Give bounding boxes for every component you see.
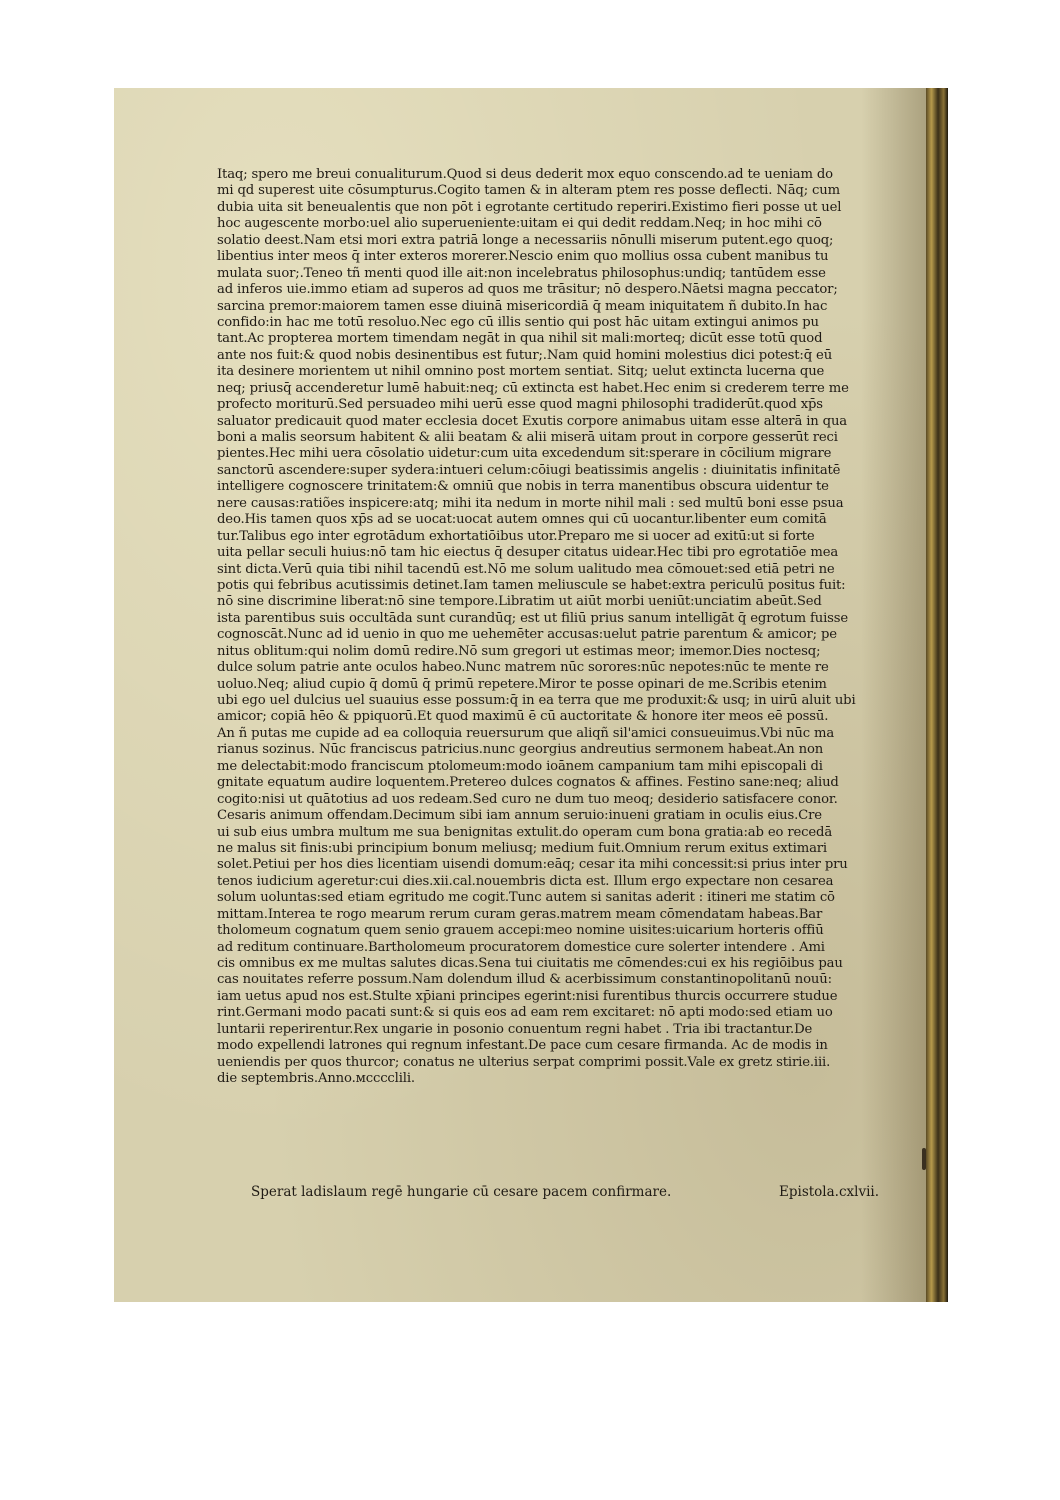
text-line: ista parentibus suis occultāda sunt curandūq; est ut filiū prius sanum intelligāt q̄ egrotum fuisse — [217, 610, 849, 626]
text-line: Cesaris animum offendam.Decimum sibi iam annum seruio:inueni gratiam in oculis eius.Cre — [217, 808, 822, 824]
letter-body — [217, 167, 893, 1088]
text-line: ubi ego uel dulcius uel suauius esse possum:q̄ in ea terra que me produxit:& usq; in uirū aluit ubi — [217, 693, 856, 708]
page-edge-mark — [922, 1148, 926, 1170]
text-line: hoc augescente morbo:uel alio superueniente:uitam ei qui dedit reddam.Neq; in hoc mihi cō — [217, 216, 822, 232]
text-line: ui sub eius umbra multum me sua benignitas extulit.do operam cum bona gratia:ab eo recedā — [217, 824, 833, 840]
text-line: nere causas:ratiões inspicere:atq; mihi ita nedum in morte nihil mali : sed multū boni esse psua — [217, 495, 844, 511]
text-line: ad reditum continuare.Bartholomeum procuratorem domestice cure solerter intendere . Ami — [217, 939, 825, 955]
text-line: sint dicta.Verū quia tibi nihil tacendū est.Nō me solum ualitudo mea cōmouet:sed etiā petri ne — [217, 561, 835, 577]
text-line: uoluo.Neq; aliud cupio q̄ domū q̄ primū repetere.Miror te posse opinari de me.Scribis etenim — [217, 676, 827, 692]
text-line: cognoscāt.Nunc ad id uenio in quo me uehemēter accusas:uelut patrie parentum & amicor; pe — [217, 627, 837, 643]
text-line: iam uetus apud nos est.Stulte xp̄iani principes egerint:nisi furentibus thurcis occurrere studue — [217, 988, 838, 1004]
text-line: intelligere cognoscere trinitatem:& omniū que nobis in terra manentibus obscura uidentur te — [217, 479, 829, 495]
text-line: boni a malis seorsum habitent & alii beatam & alii miserā uitam prout in corpore gesserūt reci — [217, 430, 838, 445]
text-line: rianus sozinus. Nūc franciscus patricius.nunc georgius andreutius sermonem habeat.An non — [217, 742, 824, 758]
text-line: ante nos fuit:& quod nobis desinentibus est futur;.Nam quid homini molestius dici potest:q̄ eū — [217, 347, 833, 363]
text-line: modo expellendi latrones qui regnum infestant.De pace cum cesare firmanda. Ac de modis in — [217, 1038, 828, 1054]
text-line: mittam.Interea te rogo mearum rerum curam geras.matrem meam cōmendatam habeas.Bar — [217, 906, 823, 922]
text-line: saluator predicauit quod mater ecclesia docet Exutis corpore animabus uitam esse alterā in qua — [217, 413, 848, 429]
text-line: dulce solum patrie ante oculos habeo.Nunc matrem nūc sorores:nūc nepotes:nūc te mente re — [217, 660, 829, 676]
next-letter-summary: Sperat ladislaum regē hungarie cū cesare pacem confirmare. — [251, 1184, 672, 1200]
text-line: rint.Germani modo pacati sunt:& si quis eos ad eam rem excitaret: nō apti modo:sed etiam uo — [217, 1005, 833, 1021]
text-line: solet.Petiui per hos dies licentiam uisendi domum:eāq; cesar ita mihi concessit:si prius inter pru — [217, 857, 848, 873]
text-line: profecto moriturū.Sed persuadeo mihi uerū esse quod magni philosophi tradiderūt.quod xp̄s — [217, 397, 823, 413]
text-line: tant.Ac propterea mortem timendam negāt in qua nihil sit mali:morteq; dicūt esse totū quod — [217, 331, 823, 347]
scanned-page — [114, 88, 948, 1302]
text-line: sanctorū ascendere:super sydera:intueri celum:cōiugi beatissimis angelis : diuinitatis infinitatē — [217, 462, 841, 478]
text-line: neq; priusq̄ accenderetur lumē habuit:neq; cū extincta est habet.Hec enim si crederem terre me — [217, 380, 849, 396]
text-line: me delectabit:modo franciscum ptolomeum:modo ioānem campanium tam mihi episcopali di — [217, 758, 823, 774]
text-line: cis omnibus ex me multas salutes dicas.Sena tui ciuitatis me cōmendes:cui ex his regiōibus pau — [217, 956, 843, 971]
text-line: solum uoluntas:sed etiam egritudo me cogit.Tunc autem si sanitas aderit : itineri me statim cō — [217, 890, 835, 906]
text-line: nō sine discrimine liberat:nō sine tempore.Libratim ut aiūt morbi ueniūt:unciatim abeūt.Sed — [217, 594, 822, 610]
text-line: deo.His tamen quos xp̄s ad se uocat:uocat autem omnes qui cū uocantur.libenter eum comitā — [217, 512, 827, 528]
text-line: libentius inter meos q̄ inter exteros morerer.Nescio enim quo mollius ossa cubent manibus tu — [217, 249, 829, 265]
text-line: sarcina premor:maiorem tamen esse diuinā misericordiā q̄ meam iniquitatem ñ dubito.In hac — [217, 298, 828, 314]
text-line: cas nouitates referre possum.Nam dolendum illud & acerbissimum constantinopolitanū nouū: — [217, 972, 832, 988]
text-line: solatio deest.Nam etsi mori extra patriā longe a necessariis nōnulli miserum putent.ego quoq; — [217, 232, 834, 248]
text-line: mulata suor;.Teneo tñ menti quod ille ait:non incelebratus philosophus:undiq; tantūdem esse — [217, 265, 826, 281]
text-line: tur.Talibus ego inter egrotādum exhortatiōibus utor.Preparo me si uocer ad exitū:ut si forte — [217, 528, 815, 544]
text-line: Itaq; spero me breui conualiturum.Quod si deus dederit mox equo conscendo.ad te ueniam do — [217, 167, 833, 182]
text-line: cogito:nisi ut quātotius ad uos redeam.Sed curo ne dum tuo meoq; desiderio satisfacere conor. — [217, 791, 838, 807]
text-line: die septembris.Anno.ᴍcccclili. — [217, 1071, 415, 1087]
text-line: luntarii reperirentur.Rex ungarie in posonio conuentum regni habet . Tria ibi tractantur.De — [217, 1021, 813, 1037]
text-line: mi qd superest uite cōsumpturus.Cogito tamen & in alteram ptem res posse deflecti. Nāq; cum — [217, 183, 840, 199]
text-line: ita desinere morientem ut nihil omnino post mortem sentiat. Sitq; uelut extincta lucerna que — [217, 364, 825, 380]
epistle-number: Epistola.cxlvii. — [779, 1184, 879, 1200]
text-line: nitus oblitum:qui nolim domū redire.Nō sum gregori ut estimas meor; imemor.Dies noctesq; — [217, 643, 821, 659]
text-line: gnitate equatum audire loquentem.Pretereo dulces cognatos & affines. Festino sane:neq; aliud — [217, 775, 839, 791]
text-line: confido:in hac me totū resoluo.Nec ego cū illis sentio qui post hāc uitam extingui animos pu — [217, 314, 819, 330]
text-line: An ñ putas me cupide ad ea colloquia reuersurum que aliqñ sil'amici consueuimus.Vbi nūc ma — [217, 725, 835, 741]
text-line: tenos iudicium ageretur:cui dies.xii.cal.nouembris dicta est. Illum ergo expectare non cesarea — [217, 873, 834, 889]
page-footer — [114, 1184, 926, 1204]
text-line: ne malus sit finis:ubi principium bonum meliusq; medium fuit.Omnium rerum exitus extimari — [217, 840, 827, 856]
paper-leaf — [114, 88, 926, 1302]
text-line: potis qui febribus acutissimis detinet.Iam tamen meliuscule se habet:extra periculū positus fuit: — [217, 577, 846, 593]
text-line: dubia uita sit beneualentis que non pōt i egrotante certitudo reperiri.Existimo fieri posse ut uel — [217, 199, 842, 215]
text-line: uita pellar seculi huius:nō tam hic eiectus q̄ desuper citatus uidear.Hec tibi pro egrotatiōe mea — [217, 545, 839, 561]
text-line: ueniendis per quos thurcor; conatus ne ulterius serpat comprimi possit.Vale ex gretz stirie.iii. — [217, 1054, 831, 1070]
text-line: pientes.Hec mihi uera cōsolatio uidetur:cum uita excedendum sit:sperare in cōcilium migrare — [217, 446, 832, 462]
text-line: ad inferos uie.immo etiam ad superos ad quos me trāsitur; nō despero.Nāetsi magna peccator; — [217, 282, 838, 298]
text-line: tholomeum cognatum quem senio grauem accepi:meo nomine uisites:uicarium horteris offiū — [217, 923, 824, 939]
text-line: amicor; copiā hēo & ppiquorū.Et quod maximū ē cū auctoritate & honore iter meos eē possū. — [217, 709, 829, 725]
binding-gutter — [926, 88, 948, 1302]
